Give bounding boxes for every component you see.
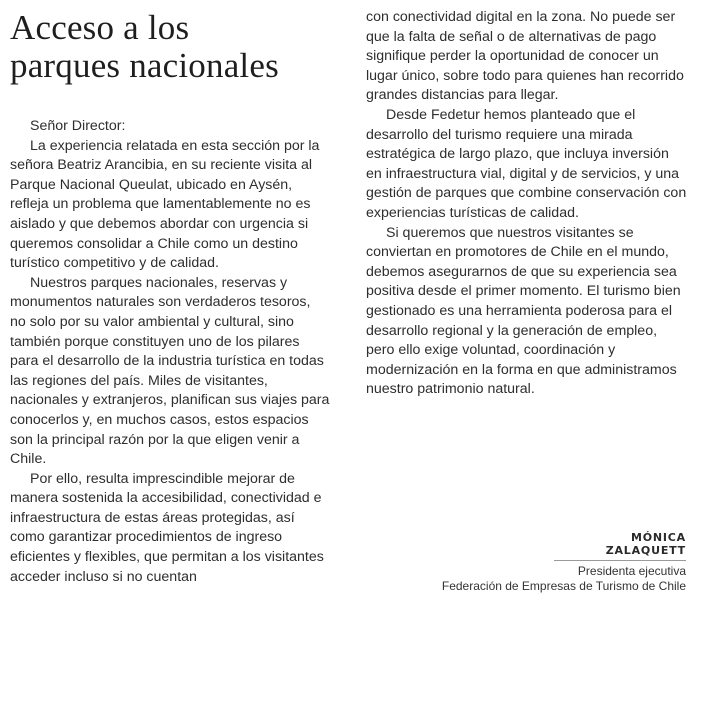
signature-role: Presidenta ejecutiva: [577, 564, 686, 578]
title-line-2: parques nacionales: [10, 46, 279, 85]
title-line-1: Acceso a los: [10, 8, 190, 47]
paragraph-3-continuation: con conectividad digital en la zona. No puede ser que la falta de señal o de alternativas de pago signifique perder la oportunidad de conocer un lugar único, sobre todo para quienes han recorrido grandes distancias para llegar.: [366, 9, 684, 104]
signature-name: MÓNICA ZALAQUETT: [554, 531, 686, 561]
right-column: [366, 0, 688, 400]
signature-organization: Federación de Empresas de Turismo de Chile: [441, 579, 686, 593]
left-column: [10, 0, 330, 587]
left-body: [10, 117, 330, 587]
paragraph-1: La experiencia relatada en esta sección por la señora Beatriz Arancibia, en su reciente visita al Parque Nacional Queulat, ubicado en Aysén, refleja un problema que lamentablemente no es aislado y que debemos abordar con urgencia si queremos consolidar a Chile como un destino turístico competitivo y de calidad.: [10, 137, 320, 272]
paragraph-3: Por ello, resulta imprescindible mejorar de manera sostenida la accesibilidad, conectividad e infraestructura de estas áreas protegidas, así como garantizar procedimientos de ingreso eficientes y flexibles, que permitan a los visitantes acceder incluso si no cuentan: [10, 470, 324, 585]
paragraph-2: Nuestros parques nacionales, reservas y monumentos naturales son verdaderos tesoros, no solo por su valor ambiental y cultural, sino también porque constituyen uno de los pilares para el desarrollo de la industria turística en todas las regiones del país. Miles de visitantes, nacionales y extranjeros, planifican sus viajes para conocerlos y, en muchos casos, estos espacios son la principal razón por la que eligen venir a Chile.: [10, 274, 330, 468]
paragraph-5: Si queremos que nuestros visitantes se conviertan en promotores de Chile en el mundo, debemos asegurarnos de que su experiencia sea positiva desde el primer momento. El turismo bien gestionado es una herramienta poderosa para el desarrollo regional y la generación de empleo, pero ello exige voluntad, coordinación y modernización en la forma en que administramos nuestro patrimonio natural.: [366, 224, 681, 398]
signature-block: [366, 531, 686, 594]
paragraph-4: Desde Fedetur hemos planteado que el desarrollo del turismo requiere una mirada estratégica de largo plazo, que incluya inversión en infraestructura vial, digital y de servicios, y una gestión de parques que combine conservación con experiencias turísticas de calidad.: [366, 106, 687, 221]
salutation: Señor Director:: [30, 118, 126, 134]
right-body: [366, 8, 688, 400]
article-title: [10, 9, 330, 85]
